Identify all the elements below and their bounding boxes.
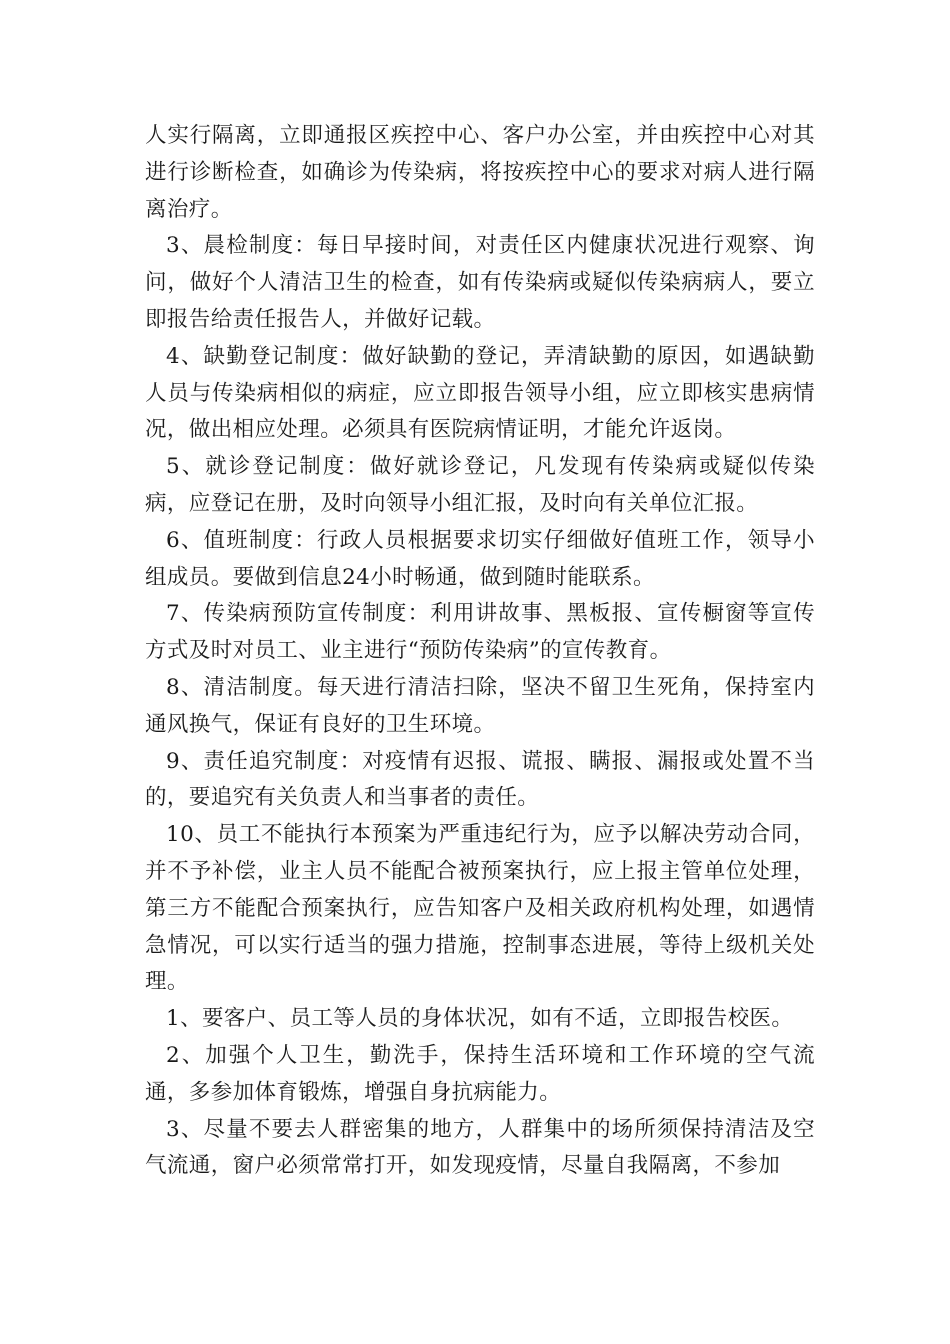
paragraph-visit-registration: 5、就诊登记制度：做好就诊登记，凡发现有传染病或疑似传染病，应登记在册，及时向领导小组汇报，及时向有关单位汇报。 bbox=[145, 454, 815, 516]
paragraph-accountability: 9、责任追究制度：对疫情有迟报、谎报、瞒报、漏报或处置不当的，要追究有关负责人和当事者的责任。 bbox=[145, 748, 815, 811]
paragraph-absence-registration: 4、缺勤登记制度：做好缺勤的登记，弄清缺勤的原因，如遇缺勤人员与传染病相似的病症，应立即报告领导小组，应立即核实患病情况，做出相应处理。必须具有医院病情证明，才能允许返岗。 bbox=[145, 343, 815, 443]
paragraph-health-status: 1、要客户、员工等人员的身体状况，如有不适，立即报告校医。 bbox=[166, 1006, 794, 1032]
paragraph-isolation: 人实行隔离，立即通报区疾控中心、客户办公室，并由疾控中心对其进行诊断检查，如确诊为传染病，将按疾控中心的要求对病人进行隔离治疗。 bbox=[145, 123, 815, 222]
paragraph-personal-hygiene: 2、加强个人卫生，勤洗手，保持生活环境和工作环境的空气流通，多参加体育锻炼，增强自身抗病能力。 bbox=[145, 1042, 815, 1105]
paragraph-avoid-crowds: 3、尽量不要去人群密集的地方，人群集中的场所须保持清洁及空气流通，窗户必须常常打开，如发现疫情，尽量自我隔离，不参加 bbox=[145, 1116, 815, 1179]
paragraph-duty-system: 6、值班制度：行政人员根据要求切实仔细做好值班工作，领导小组成员。要做到信息24小时畅通，做到随时能联系。 bbox=[145, 527, 815, 590]
paragraph-cleaning-system: 8、清洁制度。每天进行清洁扫除，坚决不留卫生死角，保持室内通风换气，保证有良好的卫生环境。 bbox=[145, 674, 815, 737]
paragraph-prevention-publicity: 7、传染病预防宣传制度：利用讲故事、黑板报、宣传橱窗等宣传方式及时对员工、业主进行“预防传染病”的宣传教育。 bbox=[145, 601, 815, 664]
document-body bbox=[145, 118, 815, 1185]
paragraph-violation-handling: 10、员工不能执行本预案为严重违纪行为，应予以解决劳动合同，并不予补偿，业主人员不能配合被预案执行，应上报主管单位处理，第三方不能配合预案执行，应告知客户及相关政府机构处理，如遇情急情况，可以实行适当的强力措施，控制事态进展，等待上级机关处理。 bbox=[145, 822, 815, 995]
paragraph-morning-check: 3、晨检制度：每日早接时间，对责任区内健康状况进行观察、询问，做好个人清洁卫生的检查，如有传染病或疑似传染病病人，要立即报告给责任报告人，并做好记载。 bbox=[145, 233, 815, 332]
